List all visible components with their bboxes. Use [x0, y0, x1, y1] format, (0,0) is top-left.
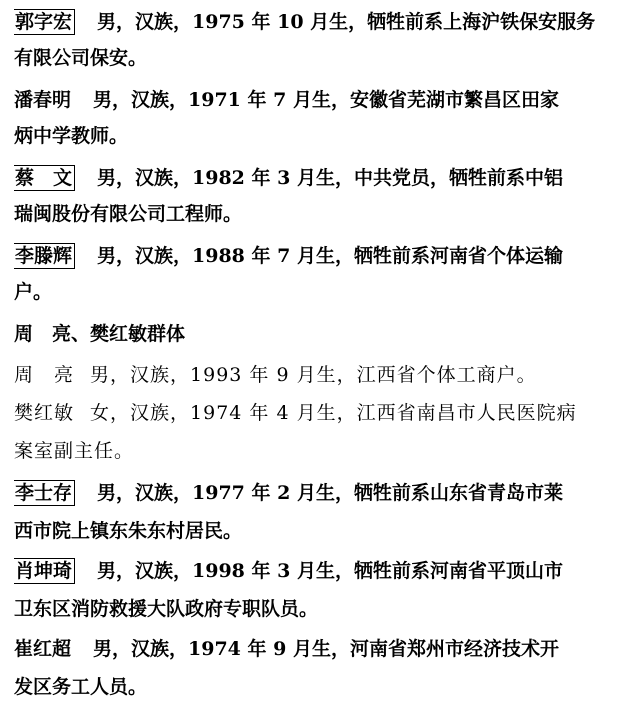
person-description-continued: 户。: [14, 281, 53, 303]
entry-line-continued: [14, 673, 614, 701]
person-description: 男，汉族，1971 年 7 月生，安徽省芜湖市繁昌区田家: [93, 89, 559, 111]
group-member-line: [14, 399, 614, 427]
group-member-line: [14, 361, 614, 389]
entry-line: [14, 635, 614, 663]
person-name: 樊红敏: [14, 402, 75, 424]
person-description: 男，汉族，1982 年 3 月生，中共党员，牺牲前系中铝: [97, 167, 563, 189]
person-name: 蔡 文: [14, 165, 75, 191]
person-description: 男，汉族，1998 年 3 月生，牺牲前系河南省平顶山市: [97, 560, 563, 582]
person-description-continued: 卫东区消防救援大队政府专职队员。: [14, 598, 319, 620]
person-description: 男，汉族，1977 年 2 月生，牺牲前系山东省青岛市莱: [97, 482, 563, 504]
person-description-continued: 发区务工人员。: [14, 676, 148, 698]
group-title: [14, 320, 614, 348]
person-name: 李滕辉: [14, 243, 75, 269]
entry-line-continued: [14, 517, 614, 545]
person-description: 男，汉族，1974 年 9 月生，河南省郑州市经济技术开: [93, 638, 559, 660]
entry-line: [14, 242, 614, 270]
person-description-continued: 瑞闽股份有限公司工程师。: [14, 203, 243, 225]
entry-line: [14, 86, 614, 114]
person-description: 男，汉族，1988 年 7 月生，牺牲前系河南省个体运输: [97, 245, 563, 267]
person-name: 肖坤琦: [14, 558, 75, 584]
entry-line-continued: [14, 278, 614, 306]
entry-line: [14, 8, 614, 36]
person-name: 周 亮: [14, 364, 75, 386]
person-description: 男，汉族，1993 年 9 月生，江西省个体工商户。: [90, 364, 537, 386]
person-description-continued: 有限公司保安。: [14, 47, 148, 69]
entry-line: [14, 557, 614, 585]
entry-line-continued: [14, 44, 614, 72]
person-name: 李士存: [14, 480, 75, 506]
entry-line-continued: [14, 200, 614, 228]
person-description: 女，汉族，1974 年 4 月生，江西省南昌市人民医院病: [90, 402, 577, 424]
group-member-line-continued: [14, 437, 614, 465]
entry-line: [14, 164, 614, 192]
person-description-continued: 西市院上镇东朱东村居民。: [14, 520, 243, 542]
person-name: 崔红超: [14, 638, 72, 660]
group-title-text: 周 亮、樊红敏群体: [14, 323, 186, 345]
entry-line: [14, 479, 614, 507]
person-name: 潘春明: [14, 89, 72, 111]
entry-line-continued: [14, 595, 614, 623]
person-description: 男，汉族，1975 年 10 月生，牺牲前系上海沪铁保安服务: [97, 11, 596, 33]
person-name: 郭字宏: [14, 9, 75, 35]
person-description-continued: 炳中学教师。: [14, 125, 129, 147]
entry-line-continued: [14, 122, 614, 150]
person-description-continued: 案室副主任。: [14, 440, 135, 462]
